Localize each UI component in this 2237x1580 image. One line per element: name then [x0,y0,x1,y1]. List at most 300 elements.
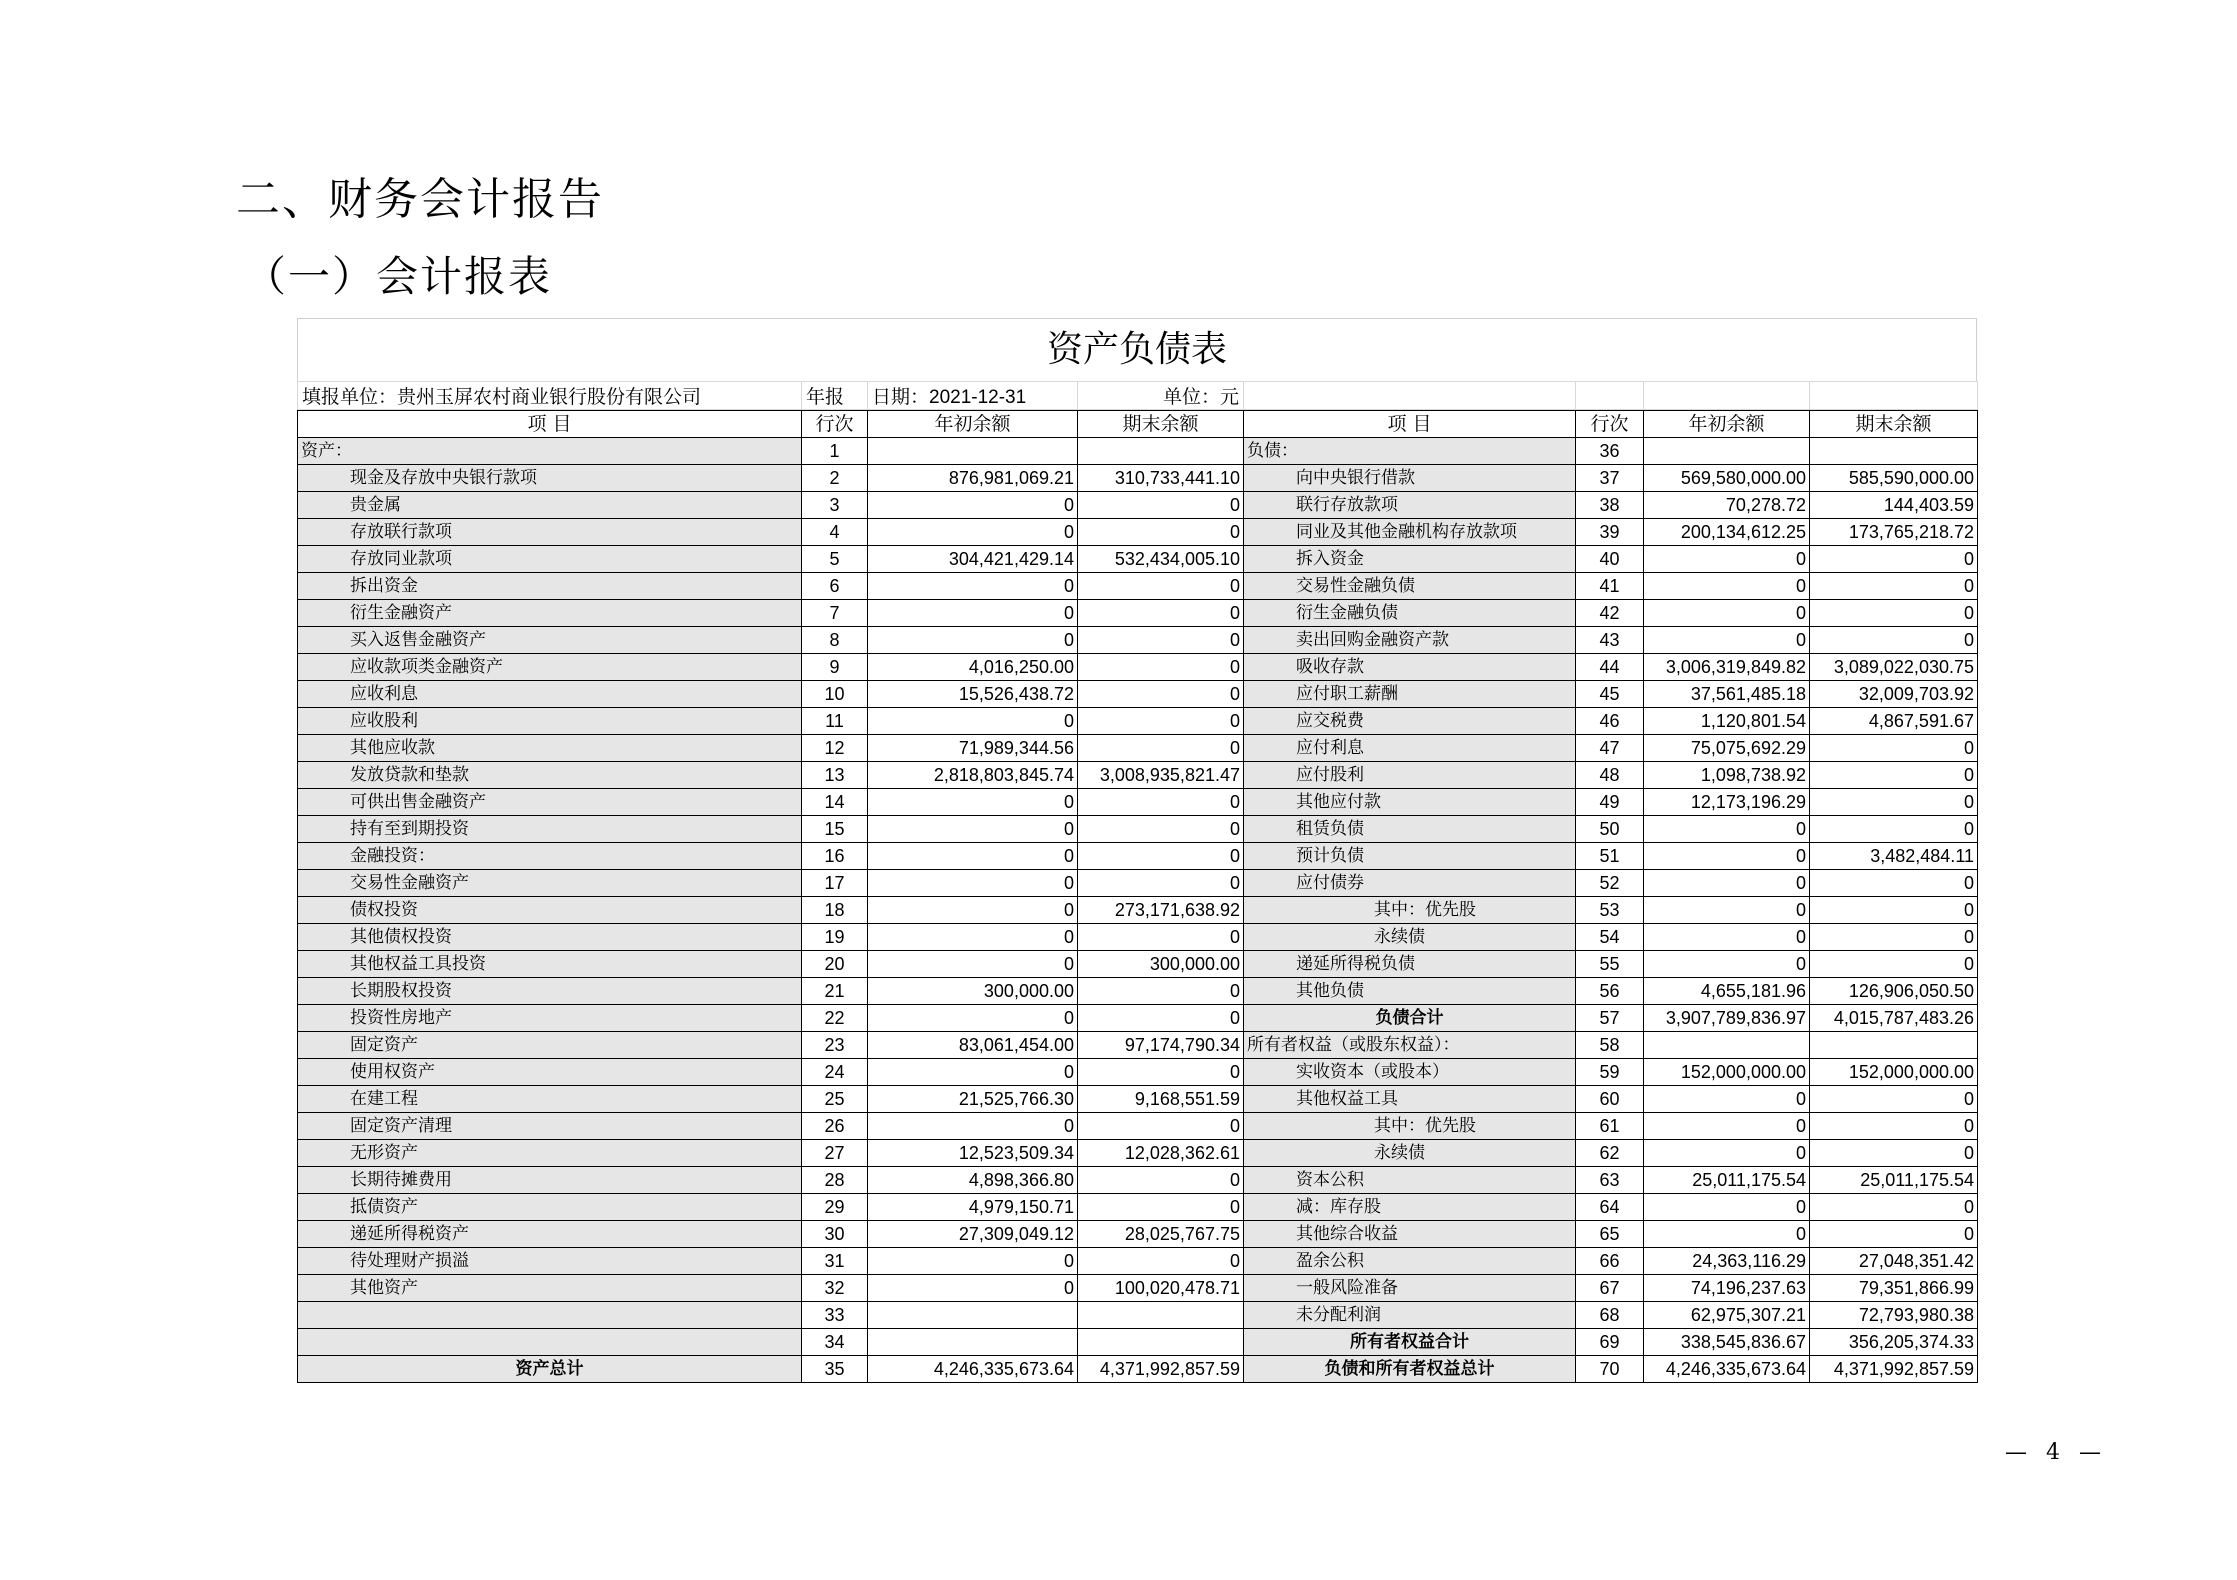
right-item-label: 所有者权益（或股东权益）： [1244,1032,1576,1059]
left-line-number: 12 [802,735,868,762]
right-item-label: 预计负债 [1244,843,1576,870]
right-closing-balance: 0 [1810,600,1978,627]
table-row [298,924,1978,951]
page-number: — 4 — [2005,1440,2107,1465]
left-opening-balance: 21,525,766.30 [868,1086,1078,1113]
col-header-line-right: 行次 [1576,411,1644,438]
right-closing-balance: 126,906,050.50 [1810,978,1978,1005]
right-item-label: 负债和所有者权益总计 [1244,1356,1576,1383]
left-closing-balance: 0 [1078,816,1244,843]
right-item-label: 其他负债 [1244,978,1576,1005]
right-line-number: 55 [1576,951,1644,978]
left-item-label: 交易性金融资产 [298,870,802,897]
left-closing-balance: 0 [1078,870,1244,897]
left-line-number: 11 [802,708,868,735]
left-line-number: 25 [802,1086,868,1113]
left-closing-balance: 0 [1078,1059,1244,1086]
right-line-number: 51 [1576,843,1644,870]
left-closing-balance: 0 [1078,519,1244,546]
left-item-label: 资产： [298,438,802,465]
table-row [298,870,1978,897]
left-closing-balance: 12,028,362.61 [1078,1140,1244,1167]
left-opening-balance: 83,061,454.00 [868,1032,1078,1059]
left-line-number: 17 [802,870,868,897]
table-row [298,1275,1978,1302]
left-opening-balance: 4,979,150.71 [868,1194,1078,1221]
meta-row [297,381,1978,410]
right-opening-balance: 0 [1644,1221,1810,1248]
left-closing-balance: 4,371,992,857.59 [1078,1356,1244,1383]
left-opening-balance: 0 [868,708,1078,735]
left-opening-balance: 4,898,366.80 [868,1167,1078,1194]
right-line-number: 66 [1576,1248,1644,1275]
right-line-number: 42 [1576,600,1644,627]
right-opening-balance: 1,098,738.92 [1644,762,1810,789]
left-item-label: 衍生金融资产 [298,600,802,627]
left-item-label: 其他债权投资 [298,924,802,951]
col-header-item-right: 项 目 [1244,411,1576,438]
right-line-number: 41 [1576,573,1644,600]
left-line-number: 35 [802,1356,868,1383]
left-opening-balance: 0 [868,870,1078,897]
table-row [298,735,1978,762]
table-row [298,546,1978,573]
left-item-label: 固定资产清理 [298,1113,802,1140]
subsection-heading: （一）会计报表 [244,252,553,301]
col-header-opening-left: 年初余额 [868,411,1078,438]
left-line-number: 18 [802,897,868,924]
table-row [298,708,1978,735]
right-item-label: 吸收存款 [1244,654,1576,681]
left-opening-balance: 2,818,803,845.74 [868,762,1078,789]
reporting-unit: 填报单位：贵州玉屏农村商业银行股份有限公司 [298,382,802,410]
left-closing-balance: 28,025,767.75 [1078,1221,1244,1248]
left-closing-balance [1078,1302,1244,1329]
left-item-label: 投资性房地产 [298,1005,802,1032]
table-row [298,492,1978,519]
right-opening-balance: 200,134,612.25 [1644,519,1810,546]
table-row [298,1248,1978,1275]
left-line-number: 33 [802,1302,868,1329]
right-closing-balance: 0 [1810,1194,1978,1221]
right-item-label: 一般风险准备 [1244,1275,1576,1302]
right-opening-balance: 4,655,181.96 [1644,978,1810,1005]
table-row [298,1005,1978,1032]
right-closing-balance: 152,000,000.00 [1810,1059,1978,1086]
left-opening-balance: 0 [868,519,1078,546]
table-row [298,465,1978,492]
left-opening-balance: 27,309,049.12 [868,1221,1078,1248]
left-closing-balance: 0 [1078,1248,1244,1275]
left-opening-balance: 0 [868,600,1078,627]
right-opening-balance: 0 [1644,870,1810,897]
left-closing-balance: 0 [1078,924,1244,951]
right-item-label: 卖出回购金融资产款 [1244,627,1576,654]
right-item-label: 负债合计 [1244,1005,1576,1032]
left-closing-balance: 310,733,441.10 [1078,465,1244,492]
balance-sheet [297,318,1977,1383]
left-closing-balance: 0 [1078,492,1244,519]
col-header-closing-left: 期末余额 [1078,411,1244,438]
left-item-label: 现金及存放中央银行款项 [298,465,802,492]
right-item-label: 联行存放款项 [1244,492,1576,519]
table-row [298,816,1978,843]
left-line-number: 13 [802,762,868,789]
left-item-label: 可供出售金融资产 [298,789,802,816]
right-item-label: 递延所得税负债 [1244,951,1576,978]
right-line-number: 63 [1576,1167,1644,1194]
table-row [298,1356,1978,1383]
currency-unit: 单位：元 [1078,382,1244,410]
right-closing-balance: 27,048,351.42 [1810,1248,1978,1275]
left-closing-balance: 0 [1078,843,1244,870]
left-opening-balance: 71,989,344.56 [868,735,1078,762]
left-closing-balance: 0 [1078,1005,1244,1032]
left-closing-balance: 0 [1078,1167,1244,1194]
right-line-number: 48 [1576,762,1644,789]
left-line-number: 9 [802,654,868,681]
right-opening-balance: 0 [1644,627,1810,654]
left-line-number: 26 [802,1113,868,1140]
right-closing-balance: 0 [1810,1113,1978,1140]
left-line-number: 3 [802,492,868,519]
right-item-label: 其他综合收益 [1244,1221,1576,1248]
right-line-number: 60 [1576,1086,1644,1113]
right-closing-balance: 4,371,992,857.59 [1810,1356,1978,1383]
left-item-label: 应收款项类金融资产 [298,654,802,681]
section-heading: 二、财务会计报告 [236,174,604,225]
left-line-number: 1 [802,438,868,465]
right-item-label: 应付利息 [1244,735,1576,762]
left-opening-balance: 0 [868,627,1078,654]
right-opening-balance: 1,120,801.54 [1644,708,1810,735]
left-item-label: 其他资产 [298,1275,802,1302]
right-opening-balance: 74,196,237.63 [1644,1275,1810,1302]
right-opening-balance: 62,975,307.21 [1644,1302,1810,1329]
right-line-number: 36 [1576,438,1644,465]
left-item-label: 抵债资产 [298,1194,802,1221]
right-closing-balance: 0 [1810,870,1978,897]
right-line-number: 46 [1576,708,1644,735]
col-header-closing-right: 期末余额 [1810,411,1978,438]
left-closing-balance: 0 [1078,1113,1244,1140]
left-opening-balance: 0 [868,1248,1078,1275]
table-title: 资产负债表 [297,318,1977,381]
right-item-label: 实收资本（或股本） [1244,1059,1576,1086]
left-line-number: 34 [802,1329,868,1356]
right-line-number: 59 [1576,1059,1644,1086]
right-item-label: 其他应付款 [1244,789,1576,816]
left-item-label: 发放贷款和垫款 [298,762,802,789]
left-opening-balance [868,1302,1078,1329]
right-closing-balance: 0 [1810,924,1978,951]
left-line-number: 16 [802,843,868,870]
right-line-number: 68 [1576,1302,1644,1329]
left-line-number: 15 [802,816,868,843]
right-opening-balance: 25,011,175.54 [1644,1167,1810,1194]
right-line-number: 40 [1576,546,1644,573]
right-closing-balance: 0 [1810,546,1978,573]
table-row [298,1113,1978,1140]
table-row [298,681,1978,708]
right-line-number: 39 [1576,519,1644,546]
table-row [298,789,1978,816]
left-line-number: 6 [802,573,868,600]
col-header-opening-right: 年初余额 [1644,411,1810,438]
left-item-label: 其他应收款 [298,735,802,762]
left-closing-balance: 532,434,005.10 [1078,546,1244,573]
left-opening-balance: 0 [868,1275,1078,1302]
left-closing-balance: 97,174,790.34 [1078,1032,1244,1059]
table-row [298,762,1978,789]
right-closing-balance: 0 [1810,1140,1978,1167]
right-closing-balance: 0 [1810,627,1978,654]
left-closing-balance: 0 [1078,600,1244,627]
balance-sheet-table [297,410,1978,1383]
left-opening-balance: 4,016,250.00 [868,654,1078,681]
table-row [298,519,1978,546]
right-item-label: 衍生金融负债 [1244,600,1576,627]
left-opening-balance: 0 [868,951,1078,978]
right-closing-balance: 356,205,374.33 [1810,1329,1978,1356]
table-row [298,438,1978,465]
right-item-label: 交易性金融负债 [1244,573,1576,600]
left-closing-balance: 100,020,478.71 [1078,1275,1244,1302]
left-item-label: 金融投资： [298,843,802,870]
left-opening-balance: 876,981,069.21 [868,465,1078,492]
left-opening-balance: 300,000.00 [868,978,1078,1005]
left-line-number: 23 [802,1032,868,1059]
left-line-number: 5 [802,546,868,573]
left-opening-balance: 0 [868,897,1078,924]
left-opening-balance: 0 [868,1059,1078,1086]
right-line-number: 65 [1576,1221,1644,1248]
left-closing-balance: 0 [1078,708,1244,735]
right-item-label: 同业及其他金融机构存放款项 [1244,519,1576,546]
right-closing-balance: 0 [1810,735,1978,762]
left-line-number: 30 [802,1221,868,1248]
right-opening-balance: 0 [1644,1140,1810,1167]
right-line-number: 54 [1576,924,1644,951]
report-period: 年报 [802,382,868,410]
right-closing-balance: 0 [1810,789,1978,816]
left-closing-balance [1078,1329,1244,1356]
right-line-number: 53 [1576,897,1644,924]
right-line-number: 57 [1576,1005,1644,1032]
right-line-number: 45 [1576,681,1644,708]
left-closing-balance: 0 [1078,654,1244,681]
right-item-label: 应付股利 [1244,762,1576,789]
right-closing-balance: 32,009,703.92 [1810,681,1978,708]
right-line-number: 43 [1576,627,1644,654]
right-line-number: 69 [1576,1329,1644,1356]
right-item-label: 应付债券 [1244,870,1576,897]
table-row [298,951,1978,978]
right-opening-balance: 0 [1644,1194,1810,1221]
left-closing-balance: 0 [1078,789,1244,816]
right-closing-balance: 72,793,980.38 [1810,1302,1978,1329]
left-item-label: 使用权资产 [298,1059,802,1086]
table-row [298,1221,1978,1248]
left-item-label: 应收利息 [298,681,802,708]
right-closing-balance: 25,011,175.54 [1810,1167,1978,1194]
left-opening-balance: 0 [868,573,1078,600]
right-closing-balance: 4,867,591.67 [1810,708,1978,735]
left-line-number: 29 [802,1194,868,1221]
left-closing-balance [1078,438,1244,465]
left-item-label: 无形资产 [298,1140,802,1167]
right-line-number: 52 [1576,870,1644,897]
table-row [298,897,1978,924]
right-opening-balance: 0 [1644,546,1810,573]
left-line-number: 21 [802,978,868,1005]
left-item-label: 固定资产 [298,1032,802,1059]
right-line-number: 49 [1576,789,1644,816]
left-opening-balance: 0 [868,816,1078,843]
right-closing-balance: 173,765,218.72 [1810,519,1978,546]
right-item-label: 向中央银行借款 [1244,465,1576,492]
left-item-label: 存放同业款项 [298,546,802,573]
right-line-number: 47 [1576,735,1644,762]
left-opening-balance: 0 [868,789,1078,816]
left-item-label: 长期待摊费用 [298,1167,802,1194]
left-opening-balance: 0 [868,843,1078,870]
table-row [298,1059,1978,1086]
right-item-label: 减：库存股 [1244,1194,1576,1221]
right-line-number: 44 [1576,654,1644,681]
right-item-label: 其中：优先股 [1244,1113,1576,1140]
left-line-number: 22 [802,1005,868,1032]
right-opening-balance [1644,438,1810,465]
right-opening-balance: 12,173,196.29 [1644,789,1810,816]
left-line-number: 2 [802,465,868,492]
left-opening-balance: 4,246,335,673.64 [868,1356,1078,1383]
right-closing-balance: 0 [1810,573,1978,600]
right-opening-balance [1644,1032,1810,1059]
right-opening-balance: 0 [1644,897,1810,924]
left-opening-balance: 0 [868,492,1078,519]
left-item-label: 存放联行款项 [298,519,802,546]
left-line-number: 28 [802,1167,868,1194]
table-row [298,1329,1978,1356]
left-closing-balance: 3,008,935,821.47 [1078,762,1244,789]
right-closing-balance: 0 [1810,762,1978,789]
left-opening-balance: 12,523,509.34 [868,1140,1078,1167]
left-item-label: 拆出资金 [298,573,802,600]
right-line-number: 38 [1576,492,1644,519]
left-line-number: 20 [802,951,868,978]
left-item-label: 长期股权投资 [298,978,802,1005]
left-item-label [298,1302,802,1329]
left-closing-balance: 9,168,551.59 [1078,1086,1244,1113]
left-opening-balance: 0 [868,1113,1078,1140]
right-closing-balance [1810,438,1978,465]
left-line-number: 4 [802,519,868,546]
right-opening-balance: 0 [1644,843,1810,870]
table-row [298,1194,1978,1221]
right-closing-balance: 4,015,787,483.26 [1810,1005,1978,1032]
right-line-number: 37 [1576,465,1644,492]
left-item-label: 递延所得税资产 [298,1221,802,1248]
table-row [298,843,1978,870]
right-item-label: 永续债 [1244,924,1576,951]
right-item-label: 应交税费 [1244,708,1576,735]
left-item-label: 债权投资 [298,897,802,924]
right-item-label: 资本公积 [1244,1167,1576,1194]
right-item-label: 未分配利润 [1244,1302,1576,1329]
right-item-label: 负债： [1244,438,1576,465]
right-line-number: 50 [1576,816,1644,843]
right-item-label: 其他权益工具 [1244,1086,1576,1113]
col-header-item-left: 项 目 [298,411,802,438]
right-opening-balance: 3,907,789,836.97 [1644,1005,1810,1032]
right-closing-balance [1810,1032,1978,1059]
left-line-number: 27 [802,1140,868,1167]
left-opening-balance: 0 [868,1005,1078,1032]
right-closing-balance: 3,089,022,030.75 [1810,654,1978,681]
left-closing-balance: 0 [1078,1194,1244,1221]
right-closing-balance: 585,590,000.00 [1810,465,1978,492]
right-line-number: 64 [1576,1194,1644,1221]
right-opening-balance: 37,561,485.18 [1644,681,1810,708]
left-line-number: 10 [802,681,868,708]
right-opening-balance: 338,545,836.67 [1644,1329,1810,1356]
right-line-number: 70 [1576,1356,1644,1383]
right-opening-balance: 3,006,319,849.82 [1644,654,1810,681]
right-closing-balance: 3,482,484.11 [1810,843,1978,870]
left-closing-balance: 273,171,638.92 [1078,897,1244,924]
right-line-number: 67 [1576,1275,1644,1302]
left-line-number: 31 [802,1248,868,1275]
right-line-number: 58 [1576,1032,1644,1059]
table-row [298,600,1978,627]
left-line-number: 19 [802,924,868,951]
left-line-number: 8 [802,627,868,654]
left-item-label: 持有至到期投资 [298,816,802,843]
right-opening-balance: 0 [1644,951,1810,978]
right-opening-balance: 569,580,000.00 [1644,465,1810,492]
table-row [298,1167,1978,1194]
report-date: 日期：2021-12-31 [868,382,1078,410]
table-row [298,654,1978,681]
right-line-number: 61 [1576,1113,1644,1140]
right-item-label: 所有者权益合计 [1244,1329,1576,1356]
right-opening-balance: 0 [1644,600,1810,627]
left-line-number: 32 [802,1275,868,1302]
right-opening-balance: 0 [1644,1113,1810,1140]
right-opening-balance: 0 [1644,816,1810,843]
left-line-number: 24 [802,1059,868,1086]
right-item-label: 其中：优先股 [1244,897,1576,924]
right-closing-balance: 0 [1810,897,1978,924]
left-item-label: 应收股利 [298,708,802,735]
right-closing-balance: 0 [1810,1086,1978,1113]
left-item-label: 在建工程 [298,1086,802,1113]
right-item-label: 拆入资金 [1244,546,1576,573]
right-item-label: 永续债 [1244,1140,1576,1167]
right-item-label: 应付职工薪酬 [1244,681,1576,708]
left-line-number: 14 [802,789,868,816]
table-row [298,978,1978,1005]
right-closing-balance: 0 [1810,1221,1978,1248]
right-closing-balance: 0 [1810,816,1978,843]
right-closing-balance: 79,351,866.99 [1810,1275,1978,1302]
left-item-label: 其他权益工具投资 [298,951,802,978]
right-item-label: 盈余公积 [1244,1248,1576,1275]
table-row [298,1032,1978,1059]
left-opening-balance: 15,526,438.72 [868,681,1078,708]
right-opening-balance: 4,246,335,673.64 [1644,1356,1810,1383]
